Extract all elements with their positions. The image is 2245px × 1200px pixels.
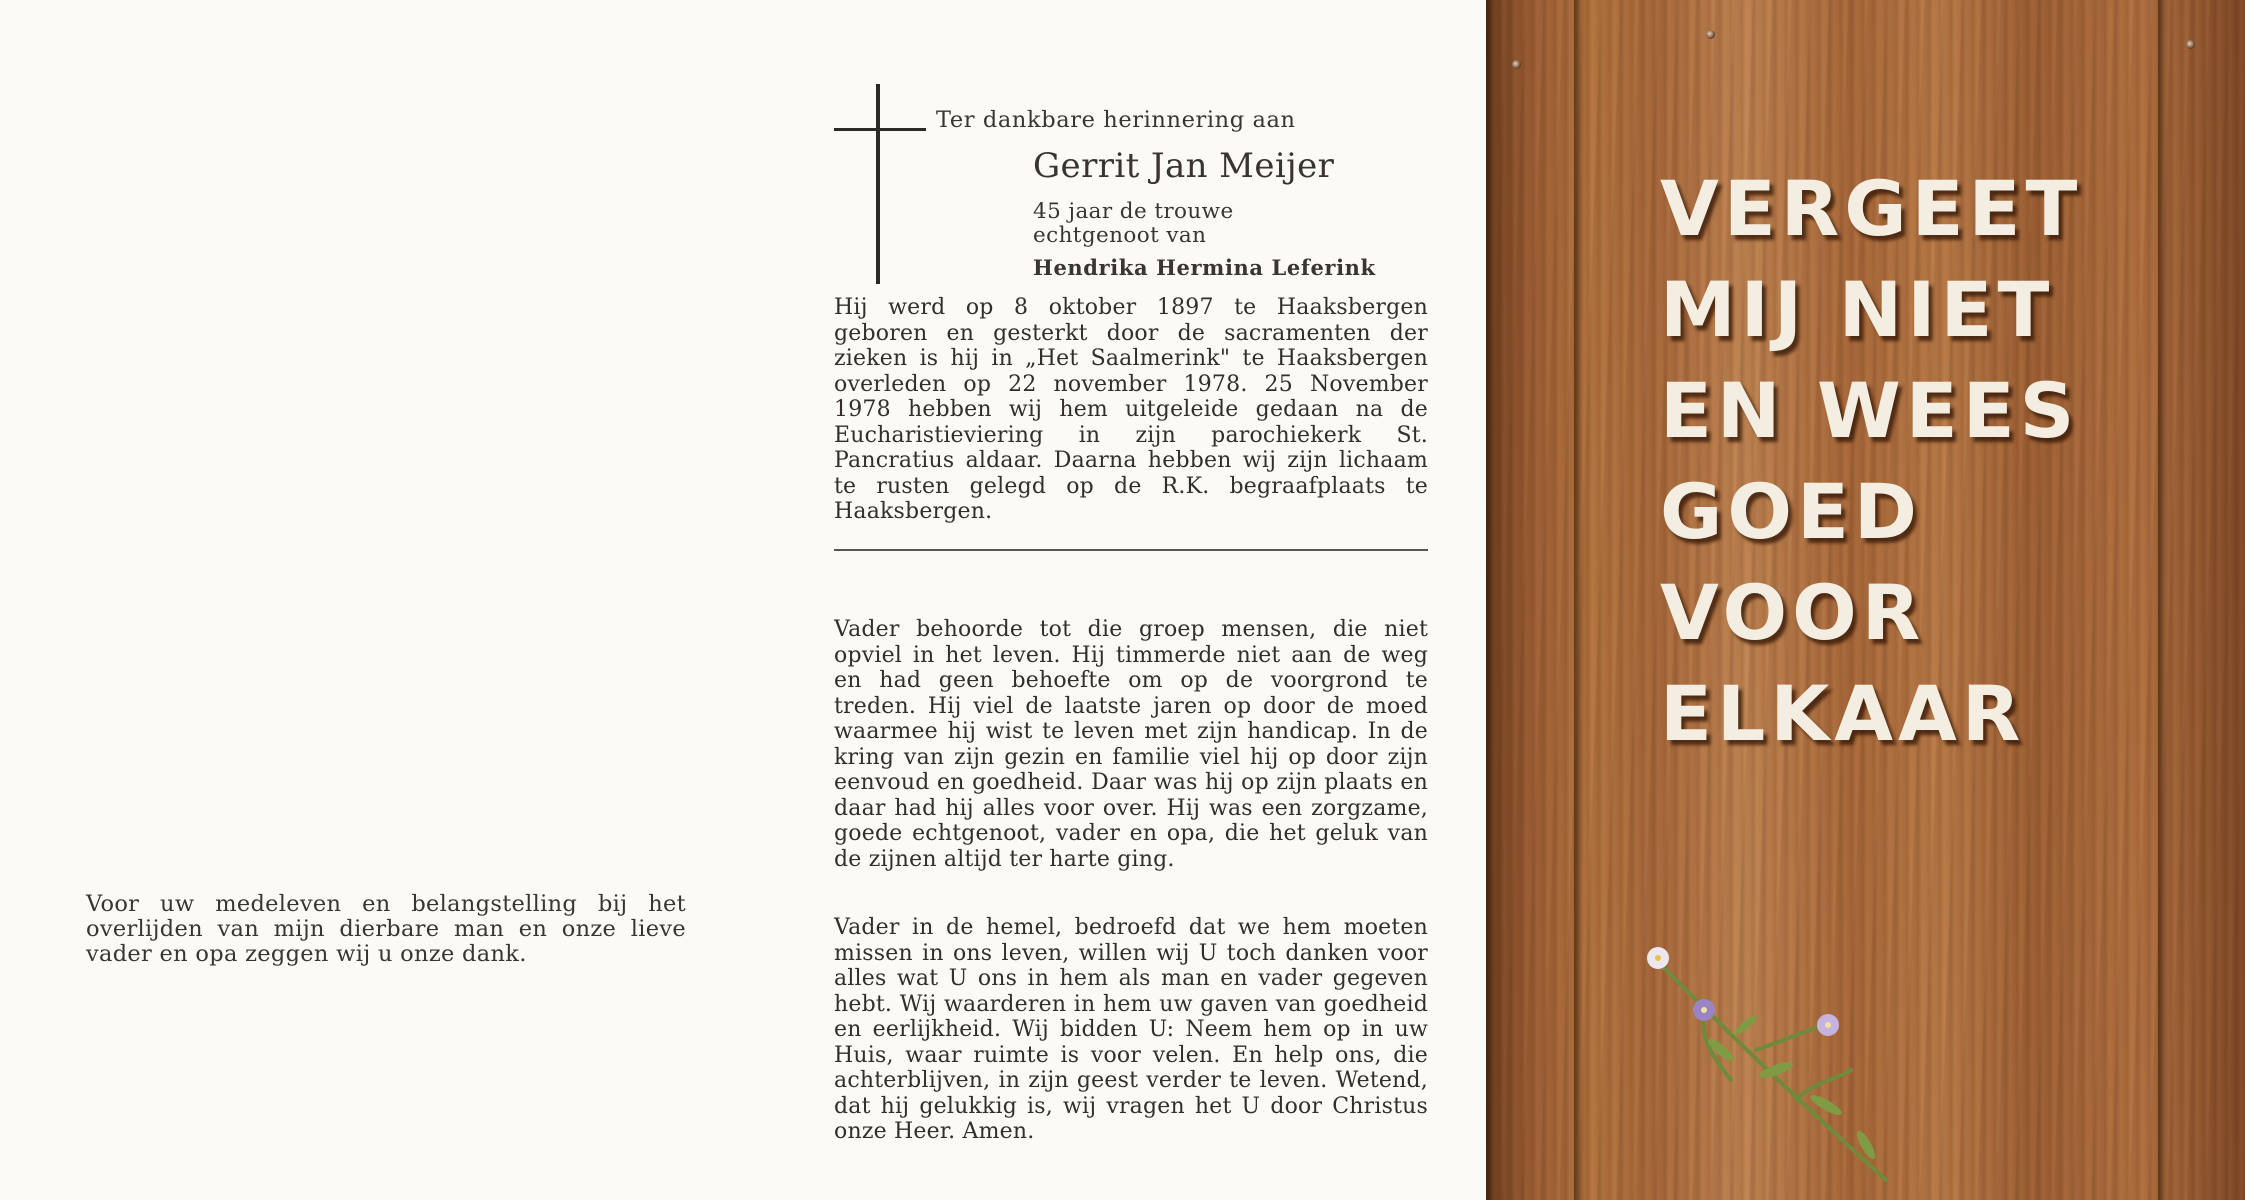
wooden-plank-photo [1486,0,2245,1200]
motto-line: EN WEES [1660,366,2080,455]
deceased-name: Gerrit Jan Meijer [1033,146,1335,186]
marriage-years-line-2: echtgenoot van [1033,223,1207,248]
motto-line: VERGEET [1660,164,2083,253]
spouse-name: Hendrika Hermina Leferink [1033,255,1376,280]
memorial-text-panel [834,0,1428,1200]
motto [1660,158,2082,764]
nail-icon [1512,60,1521,69]
biography-paragraph: Hij werd op 8 oktober 1897 te Haaksbergen geboren en gesterkt door de sacramenten der zieken is hij in „Het Saalmerink" te Haaksbergen overleden op 22 november 1978. 25 November 1978 hebben wij hem uitgeleide gedaan na de Eucharistieviering in zijn parochiekerk St. Pancratius aldaar. Daarna hebben wij zijn lichaam te rusten gelegd op de R.K. begraafplaats te Haaksbergen. [834,295,1428,524]
forget-me-not-flower-icon [1636,930,1936,1190]
prayer-paragraph: Vader in de hemel, bedroefd dat we hem moeten missen in ons leven, willen wij U toch danken voor alles wat U ons in hem als man en vader gegeven hebt. Wij waarderen in hem uw gaven van goedheid en eerlijkheid. Wij bidden U: Neem hem op in uw Huis, waar ruimte is voor velen. En help ons, die achterblijven, in zijn geest verder te leven. Wetend, dat hij gelukkig is, wij vragen het U door Christus onze Heer. Amen. [834,915,1428,1144]
motto-line: VOOR [1660,568,1926,657]
intro-line: Ter dankbare herinnering aan [936,107,1296,133]
character-paragraph: Vader behoorde tot die groep mensen, die niet opviel in het leven. Hij timmerde niet aan de weg en had geen behoefte om op de voorgrond te treden. Hij viel de laatste jaren op door de moed waarmee hij wist te leven met zijn handicap. In de kring van zijn gezin en familie viel hij op door zijn eenvoud en goedheid. Daar was hij op zijn plaats en daar had hij alles voor over. Hij was een zorgzame, goede echtgenoot, vader en opa, die het geluk van de zijnen altijd ter harte ging. [834,617,1428,872]
nail-icon [1706,30,1715,39]
marriage-years [1033,200,1234,248]
divider [834,549,1428,551]
cross-icon [834,84,926,284]
thanks-note: Voor uw medeleven en belangstelling bij het overlijden van mijn dierbare man en onze lieve vader en opa zeggen wij u onze dank. [86,891,686,967]
motto-line: ELKAAR [1660,669,2026,758]
motto-line: MIJ NIET [1660,265,2055,354]
nail-icon [2186,40,2195,49]
motto-line: GOED [1660,467,1922,556]
marriage-years-line-1: 45 jaar de trouwe [1033,199,1234,224]
